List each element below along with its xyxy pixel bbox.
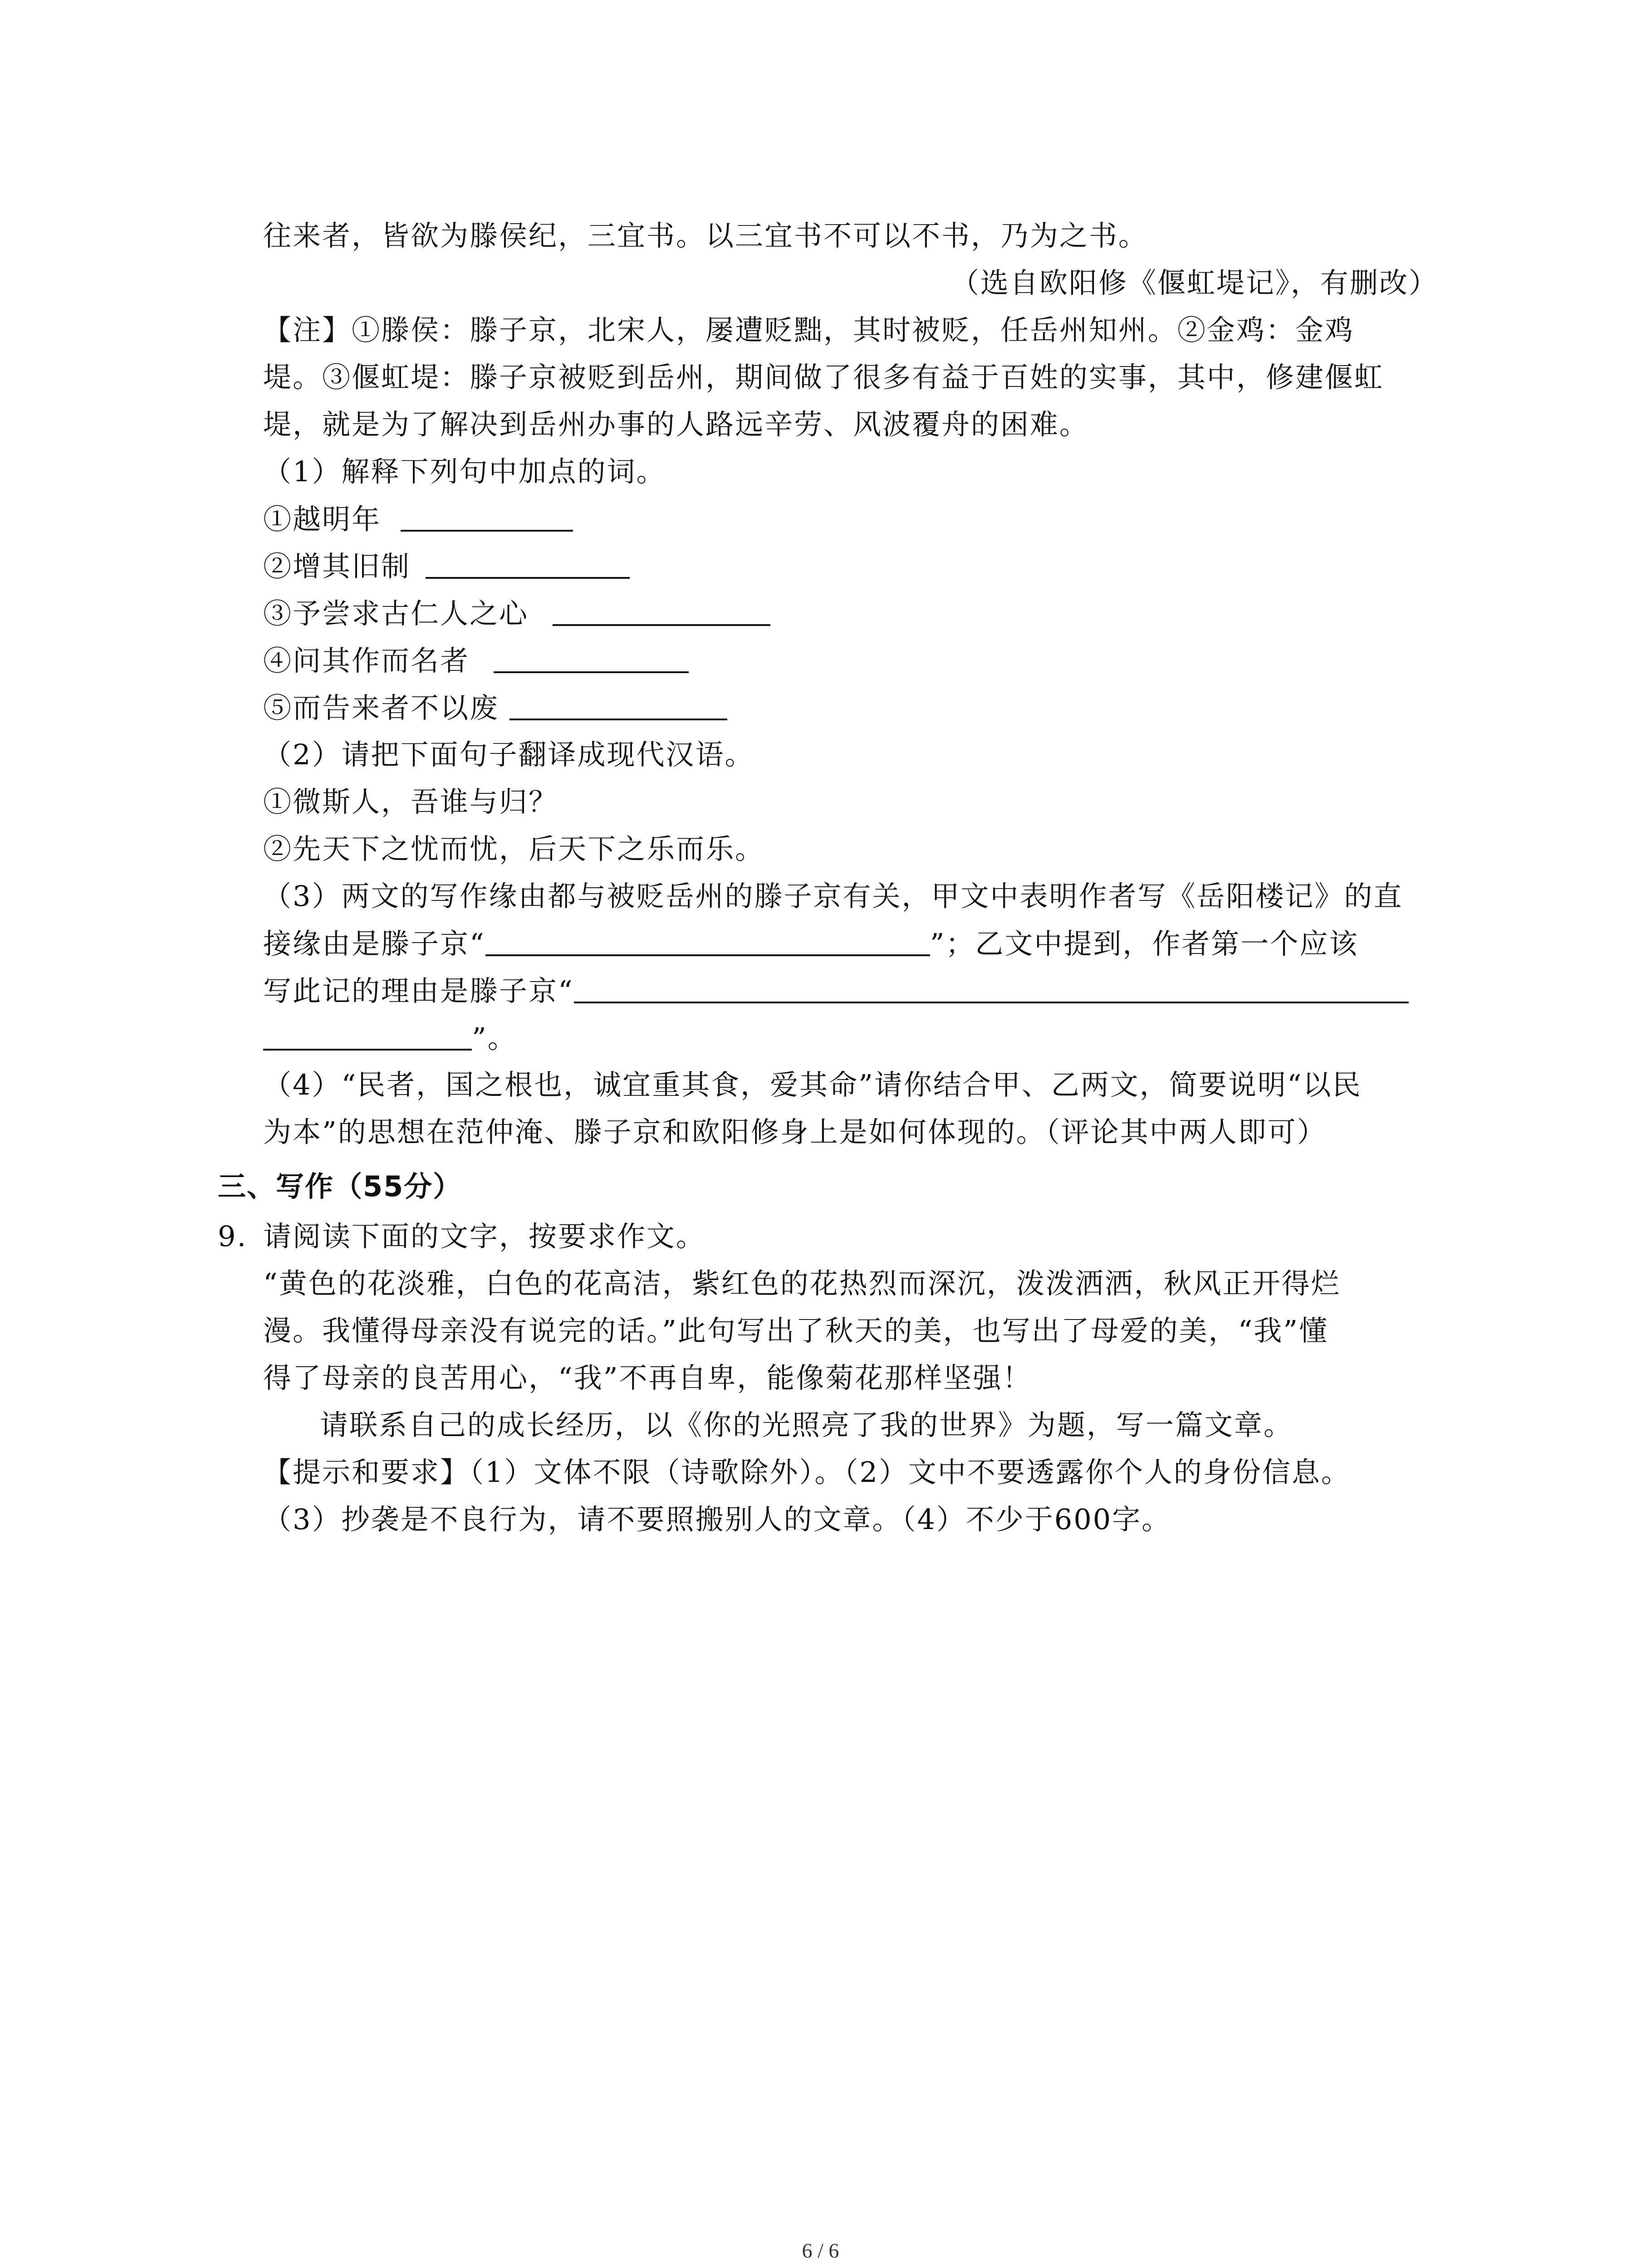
answer-blank[interactable] (574, 973, 1409, 1003)
text-span: ”。 (472, 1022, 517, 1055)
page-number: 6 / 6 (802, 2239, 839, 2262)
item-2 (263, 548, 1443, 584)
source-citation: （选自欧阳修《偃虹堤记》，有删改） (950, 266, 1438, 299)
note-line: 堤，就是为了解决到岳州办事的人路远辛劳、风波覆舟的困难。 (263, 408, 1089, 441)
text-span: ”；乙文中提到，作者第一个应该 (930, 927, 1359, 960)
question-4: （4）“民者，国之根也，诚宜重其食，爱其命”请你结合甲、乙两文，简要说明“以民 (263, 1068, 1362, 1101)
prompt-paragraph: “黄色的花淡雅，白色的花高洁，紫红色的花热烈而深沉，泼泼洒洒，秋风正开得烂 (263, 1267, 1341, 1300)
item-label: ④问其作而名者 (263, 644, 470, 677)
text-span: 写此记的理由是滕子京“ (263, 974, 574, 1007)
answer-blank[interactable] (485, 925, 930, 956)
item-label: ②增其旧制 (263, 550, 411, 583)
note-line: 【注】①滕侯：滕子京，北宋人，屡遭贬黜，其时被贬，任岳州知州。②金鸡：金鸡 (263, 313, 1355, 347)
item-4 (263, 642, 1443, 679)
answer-blank[interactable] (401, 501, 573, 532)
page-content (218, 218, 1443, 1549)
question-3-line (263, 973, 1443, 1009)
prompt-paragraph: 漫。我懂得母亲没有说完的话。”此句写出了秋天的美，也写出了母爱的美，“我”懂 (263, 1314, 1329, 1347)
question-prompt: 请阅读下面的文字，按要求作文。 (263, 1220, 706, 1253)
question-4-line: 为本”的思想在范仲淹、滕子京和欧阳修身上是如何体现的。（评论其中两人即可） (263, 1115, 1327, 1149)
answer-blank[interactable] (509, 689, 727, 720)
item-label: ⑤而告来者不以废 (263, 691, 500, 724)
text-span: 接缘由是滕子京“ (263, 927, 485, 960)
question-3: （3）两文的写作缘由都与被贬岳州的滕子京有关，甲文中表明作者写《岳阳楼记》的直 (263, 880, 1403, 913)
item-1 (263, 501, 1443, 537)
item-label: ③予尝求古仁人之心 (263, 597, 529, 630)
requirements: 【提示和要求】（1）文体不限（诗歌除外）。（2）文中不要透露你个人的身份信息。 (263, 1456, 1351, 1489)
item-5 (263, 689, 1443, 726)
question-2: （2）请把下面句子翻译成现代汉语。 (263, 738, 754, 771)
item-label: ①越明年 (263, 503, 382, 536)
translate-item-1: ①微斯人，吾谁与归？ (263, 785, 558, 818)
note-line: 堤。③偃虹堤：滕子京被贬到岳州，期间做了很多有益于百姓的实事，其中，修建偃虹 (263, 361, 1384, 394)
answer-blank[interactable] (426, 548, 630, 579)
answer-blank[interactable] (553, 595, 770, 626)
question-1: （1）解释下列句中加点的词。 (263, 455, 666, 488)
question-3-line (263, 1020, 1443, 1056)
answer-blank[interactable] (494, 642, 689, 673)
item-3 (263, 595, 1443, 631)
question-9 (218, 1218, 1443, 1255)
section-heading: 三、写作（55分） (218, 1170, 462, 1203)
answer-blank[interactable] (263, 1020, 472, 1051)
prompt-paragraph: 请联系自己的成长经历，以《你的光照亮了我的世界》为题，写一篇文章。 (320, 1408, 1293, 1442)
requirements: （3）抄袭是不良行为，请不要照搬别人的文章。（4）不少于600字。 (263, 1503, 1171, 1536)
question-number: 9. (218, 1220, 248, 1253)
prompt-paragraph: 得了母亲的良苦用心，“我”不再自卑，能像菊花那样坚强！ (263, 1361, 1032, 1394)
question-3-line (263, 925, 1443, 962)
translate-item-2: ②先天下之忧而忧，后天下之乐而乐。 (263, 832, 765, 865)
text-line: 往来者，皆欲为滕侯纪，三宜书。以三宜书不可以不书，乃为之书。 (263, 219, 1148, 252)
